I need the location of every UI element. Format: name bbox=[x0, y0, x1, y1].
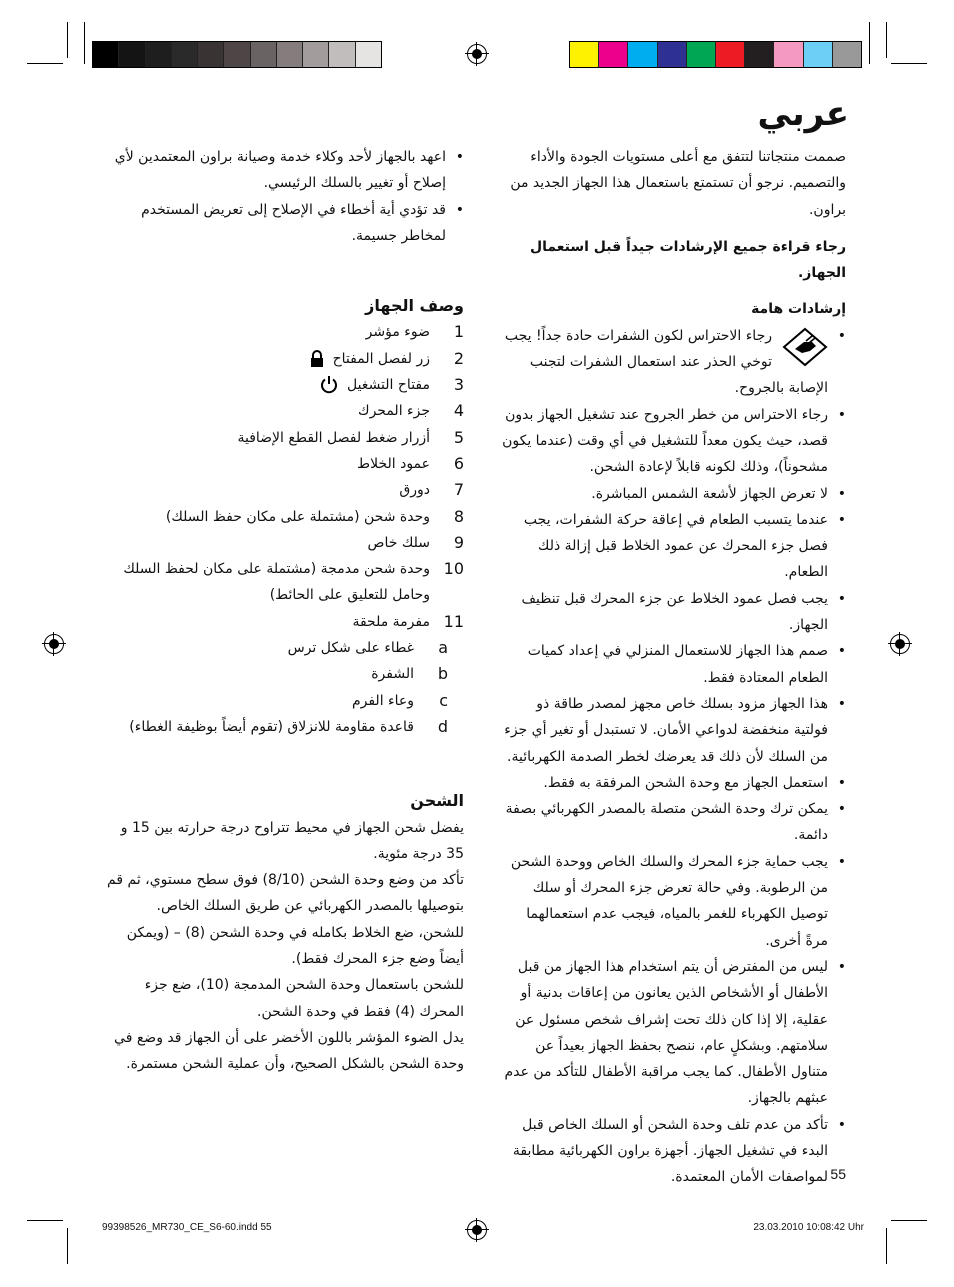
grayscale-color-bar bbox=[92, 41, 382, 68]
part-number: 7 bbox=[453, 480, 464, 500]
part-item bbox=[104, 477, 464, 503]
part-item bbox=[104, 530, 464, 556]
list-item-text: يجب حماية جزء المحرك والسلك الخاص ووحدة الشحن من الرطوبة. وفي حالة تعرض جزء المحرك أو سلك توصيل الكهرباء للغمر بالمياه، فيجب عدم استعمالهما مرةً أخرى. bbox=[510, 853, 828, 949]
list-item-text: قد تؤدي أية أخطاء في الإصلاح إلى تعريض المستخدم لمخاطر جسيمة. bbox=[141, 201, 446, 244]
list-item bbox=[502, 481, 846, 507]
charging-heading: الشحن bbox=[410, 791, 464, 811]
part-label: قاعدة مقاومة للانزلاق (تقوم أيضاً بوظيفة الغطاء) bbox=[129, 718, 414, 735]
subpart-item bbox=[104, 635, 464, 661]
color-swatch bbox=[833, 42, 861, 67]
important-list bbox=[502, 323, 846, 1191]
power-icon bbox=[319, 375, 339, 395]
part-number: 9 bbox=[453, 532, 464, 552]
list-item bbox=[502, 507, 846, 586]
crop-mark bbox=[869, 22, 870, 64]
charging-paragraph: تأكد من وضع وحدة الشحن (8/10) فوق سطح مستوي، ثم قم بتوصيلها بالمصدر الكهربائي عن طريق السلك الخاص. bbox=[107, 872, 464, 915]
part-number: 10 bbox=[443, 559, 464, 579]
part-number: 8 bbox=[453, 506, 464, 526]
process-color-bar bbox=[569, 41, 862, 68]
parts-list bbox=[104, 319, 464, 740]
color-swatch bbox=[251, 42, 277, 67]
color-swatch bbox=[599, 42, 628, 67]
part-label: غطاء على شكل ترس bbox=[287, 640, 414, 657]
color-swatch bbox=[745, 42, 774, 67]
part-item bbox=[104, 398, 464, 424]
registration-mark-icon bbox=[467, 44, 487, 64]
list-item bbox=[502, 586, 846, 639]
list-item-text: يمكن ترك وحدة الشحن متصلة بالمصدر الكهربائي بصفة دائمة. bbox=[505, 801, 828, 844]
color-swatch bbox=[356, 42, 381, 67]
color-swatch bbox=[224, 42, 250, 67]
part-number: 4 bbox=[453, 401, 464, 421]
list-item bbox=[502, 638, 846, 691]
part-item bbox=[104, 372, 464, 398]
crop-mark bbox=[67, 1228, 68, 1264]
crop-mark bbox=[84, 22, 85, 64]
list-item-text: رجاء الاحتراس لكون الشفرات حادة جداً! يجب توخي الحذر عند استعمال الشفرات لتجنب الإصابة بالجروح. bbox=[504, 327, 828, 397]
description-heading: وصف الجهاز bbox=[365, 296, 464, 316]
intro-text: صممت منتجاتنا لتتفق مع أعلى مستويات الجودة والأداء والتصميم. نرجو أن تستمتع باستعمال هذا الجهاز الجديد من براون. bbox=[510, 149, 846, 218]
part-number: a bbox=[438, 638, 448, 658]
part-label: زر لفصل المفتاح bbox=[332, 350, 430, 367]
list-item bbox=[502, 1112, 846, 1191]
list-item-text: اعهد بالجهاز لأحد وكلاء خدمة وصيانة براون المعتمدين لأي إصلاح أو تغيير بالسلك الرئيسي. bbox=[114, 149, 446, 192]
list-item bbox=[104, 144, 464, 197]
part-label: مفتاح التشغيل bbox=[346, 377, 430, 394]
part-label: دورق bbox=[399, 482, 430, 499]
color-swatch bbox=[198, 42, 224, 67]
list-item-text: يجب فصل عمود الخلاط عن جزء المحرك قبل تنظيف الجهاز. bbox=[521, 590, 828, 634]
part-item bbox=[104, 451, 464, 477]
crop-mark bbox=[891, 63, 927, 64]
list-item bbox=[502, 402, 846, 481]
part-number: 3 bbox=[453, 375, 464, 395]
left-column bbox=[104, 144, 464, 1078]
color-swatch bbox=[804, 42, 833, 67]
part-number: b bbox=[437, 664, 448, 684]
part-label: الشفرة bbox=[371, 666, 414, 683]
list-item-text: صمم هذا الجهاز للاستعمال المنزلي في إعداد كميات الطعام المعتادة فقط. bbox=[527, 643, 828, 686]
color-swatch bbox=[303, 42, 329, 67]
color-swatch bbox=[277, 42, 303, 67]
part-item bbox=[104, 609, 464, 635]
list-item-text: ليس من المفترض أن يتم استخدام هذا الجهاز من قبل الأطفال أو الأشخاص الذين يعانون من إعاقات بدنية أو عقلية، إلا إذا كان ذلك تحت إشراف شخص مسئول عن سلامتهم. وبشكلٍ عام، ننصح بحفظ الجهاز بعيداً عن متناول الأطفال. كما يجب مراقبة الأطفال للتأكد من عدم عبثهم بالجهاز. bbox=[504, 958, 828, 1107]
subpart-item bbox=[104, 714, 464, 740]
read-first-notice: رجاء قراءة جميع الإرشادات جيداً قبل استعمال الجهاز. bbox=[529, 238, 846, 282]
color-swatch bbox=[119, 42, 145, 67]
list-item-text: استعمل الجهاز مع وحدة الشحن المرفقة به فقط. bbox=[543, 774, 828, 791]
color-swatch bbox=[570, 42, 599, 67]
charging-paragraph: للشحن باستعمال وحدة الشحن المدمجة (10)، ضع جزء المحرك (4) فقط في وحدة الشحن. bbox=[144, 977, 464, 1020]
crop-mark bbox=[886, 22, 887, 58]
part-item bbox=[104, 346, 464, 372]
list-item-text: تأكد من عدم تلف وحدة الشحن أو السلك الخاص قبل البدء في تشغيل الجهاز. أجهزة براون الكهربائية مطابقة لمواصفات الأمان المعتمدة. bbox=[512, 1116, 828, 1186]
part-label: وعاء الفرم bbox=[351, 692, 414, 709]
charging-paragraph: يدل الضوء المؤشر باللون الأخضر على أن الجهاز قد وضع في وحدة الشحن بالشكل الصحيح، وأن عملية الشحن مستمرة. bbox=[114, 1029, 464, 1073]
part-number: 11 bbox=[443, 611, 464, 631]
part-item bbox=[104, 504, 464, 530]
part-item bbox=[104, 319, 464, 345]
registration-mark-icon bbox=[890, 634, 910, 654]
lock-icon bbox=[310, 350, 324, 368]
crop-mark bbox=[891, 1220, 927, 1221]
part-number: 6 bbox=[453, 453, 464, 473]
list-item bbox=[502, 954, 846, 1112]
warning-cut-icon bbox=[782, 327, 828, 367]
page-number: 55 bbox=[830, 1166, 846, 1182]
list-item bbox=[104, 197, 464, 250]
color-swatch bbox=[687, 42, 716, 67]
list-item-text: هذا الجهاز مزود بسلك خاص مجهز لمصدر طاقة ذو فولتية منخفضة لدواعي الأمان. لا تستبدل أو تغير أي جزء من السلك لأن ذلك قد يعرضك لخطر الصدمة الكهربائية. bbox=[504, 695, 828, 765]
footer-filename: 99398526_MR730_CE_S6-60.indd 55 bbox=[102, 1222, 272, 1233]
part-number: 1 bbox=[453, 322, 464, 342]
color-swatch bbox=[774, 42, 803, 67]
list-item bbox=[502, 849, 846, 954]
charging-paragraph: للشحن، ضع الخلاط بكامله في وحدة الشحن (8) – (ويمكن أيضاً وضع جزء المحرك فقط). bbox=[126, 924, 464, 968]
footer-timestamp: 23.03.2010 10:08:42 Uhr bbox=[753, 1222, 864, 1233]
service-list bbox=[104, 144, 464, 249]
part-label: وحدة شحن مدمجة (مشتملة على مكان لحفظ السلك وحامل للتعليق على الحائط) bbox=[123, 561, 430, 604]
registration-mark-icon bbox=[44, 634, 64, 654]
part-label: سلك خاص bbox=[367, 534, 430, 551]
crop-mark bbox=[27, 1220, 63, 1221]
part-number: c bbox=[439, 690, 448, 710]
part-number: d bbox=[437, 716, 448, 736]
list-item-text: عندما يتسبب الطعام في إعاقة حركة الشفرات، يجب فصل جزء المحرك عن عمود الخلاط قبل إزالة ذلك الطعام. bbox=[523, 511, 828, 581]
subpart-item bbox=[104, 661, 464, 687]
crop-mark bbox=[886, 1228, 887, 1264]
page-title: عربي bbox=[757, 94, 849, 134]
registration-mark-icon bbox=[467, 1220, 487, 1240]
list-item bbox=[502, 323, 846, 402]
right-column bbox=[502, 144, 846, 1191]
color-swatch bbox=[172, 42, 198, 67]
part-label: ضوء مؤشر bbox=[365, 324, 430, 341]
color-swatch bbox=[658, 42, 687, 67]
crop-mark bbox=[27, 63, 63, 64]
subpart-item bbox=[104, 688, 464, 714]
list-item-text: رجاء الاحتراس من خطر الجروح عند تشغيل الجهاز بدون قصد، حيث يكون معداً للتشغيل في أي وقت (عندما يكون مشحوناً)، وذلك لكونه قابلاً لإعادة الشحن. bbox=[502, 406, 828, 476]
color-swatch bbox=[329, 42, 355, 67]
charging-paragraph: يفضل شحن الجهاز في محيط تتراوح درجة حرارته بين 15 و 35 درجة مئوية. bbox=[120, 819, 464, 862]
part-item bbox=[104, 556, 464, 609]
part-number: 5 bbox=[453, 427, 464, 447]
color-swatch bbox=[716, 42, 745, 67]
color-swatch bbox=[93, 42, 119, 67]
part-label: أزرار ضغط لفصل القطع الإضافية bbox=[237, 429, 430, 446]
part-item bbox=[104, 425, 464, 451]
list-item-text: لا تعرض الجهاز لأشعة الشمس المباشرة. bbox=[591, 485, 828, 502]
color-swatch bbox=[628, 42, 657, 67]
part-number: 2 bbox=[453, 348, 464, 368]
crop-mark bbox=[67, 22, 68, 58]
list-item bbox=[502, 691, 846, 770]
important-heading: إرشادات هامة bbox=[751, 301, 846, 318]
list-item bbox=[502, 770, 846, 796]
part-label: عمود الخلاط bbox=[357, 455, 430, 472]
part-label: جزء المحرك bbox=[358, 403, 430, 420]
list-item bbox=[502, 796, 846, 849]
color-swatch bbox=[146, 42, 172, 67]
part-label: وحدة شحن (مشتملة على مكان حفظ السلك) bbox=[165, 508, 430, 525]
part-label: مفرمة ملحقة bbox=[352, 613, 430, 630]
